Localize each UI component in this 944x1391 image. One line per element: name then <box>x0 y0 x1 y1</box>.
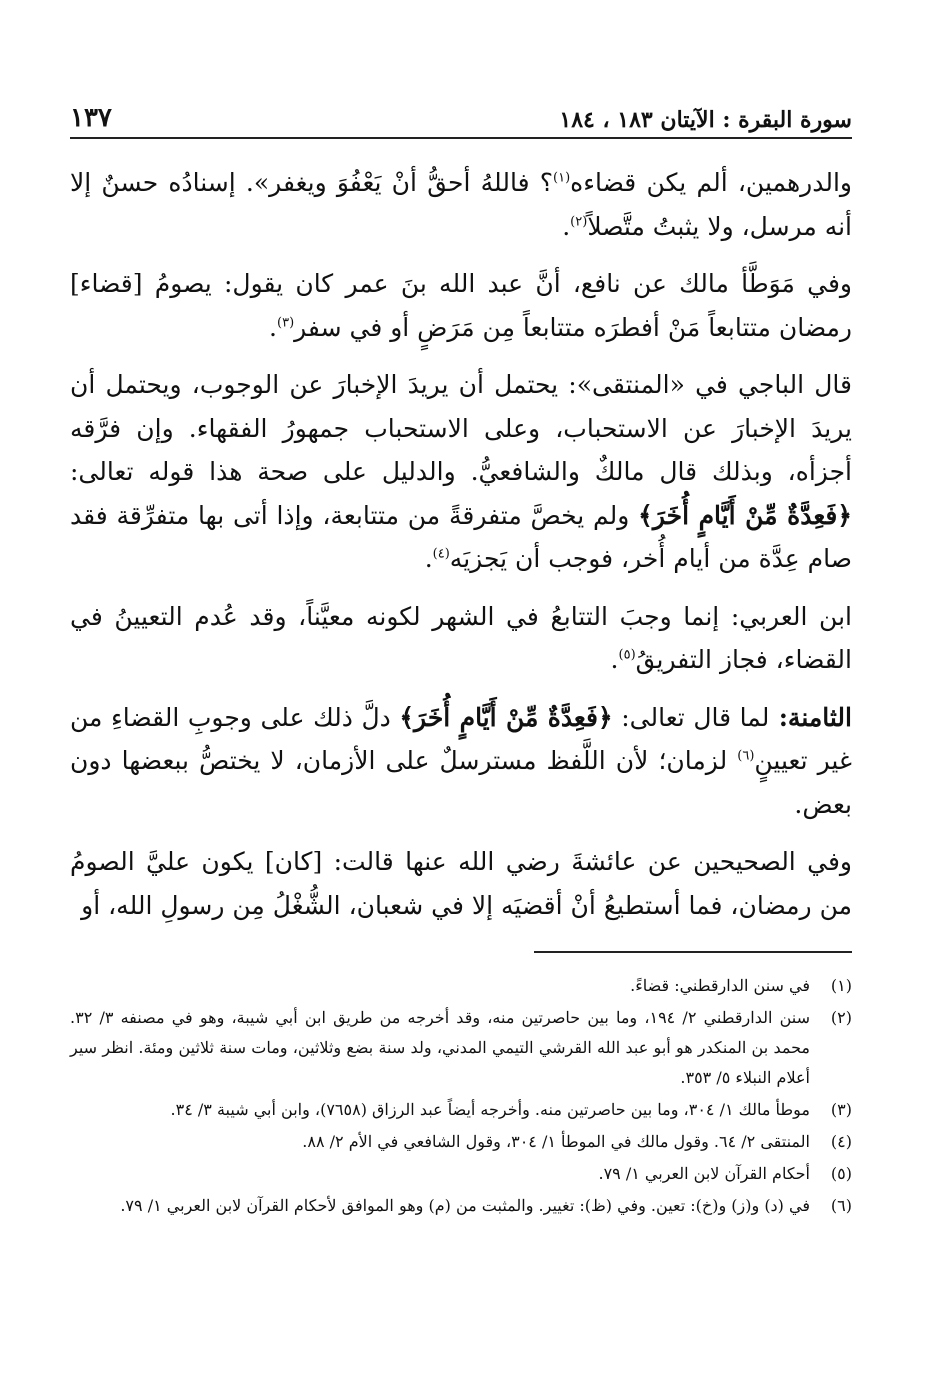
footnote-number: (١) <box>830 976 852 995</box>
text-run: . <box>269 312 277 342</box>
footnote-number: (٤) <box>830 1132 852 1151</box>
footnote-text: موطأ مالك ١/ ٣٠٤، وما بين حاصرتين منه. وأخرجه أيضاً عبد الرزاق (٧٦٥٨)، وابن أبي شيبة ٣/ ٣٤. <box>170 1100 810 1119</box>
footnote-text: المنتقى ٢/ ٦٤. وقول مالك في الموطأ ١/ ٣٠٤، وقول الشافعي في الأم ٢/ ٨٨. <box>302 1132 810 1151</box>
footnote <box>70 1127 852 1157</box>
footnote-ref: (٢) <box>570 214 588 230</box>
paragraph <box>70 595 852 682</box>
main-text <box>70 161 852 927</box>
book-page <box>70 95 852 1223</box>
text-run: وفي مَوَطَّأ مالك عن نافع، أنَّ عبد الله بنَ عمر كان يقول: يصومُ [قضاء] رمضان متتابعاً مَنْ أفطرَه متتابعاً مِن مَرَضٍ أو في سفر <box>70 269 852 342</box>
footnote <box>70 1159 852 1189</box>
paragraph <box>70 840 852 927</box>
page-header <box>70 95 852 139</box>
footnote-text: في سنن الدارقطني: قضاءً. <box>630 976 810 995</box>
text-run: ابن العربي: إنما وجبَ التتابعُ في الشهر لكونه معيَّناً، وقد عُدم التعيينُ في القضاء، فجاز التفريقُ <box>70 601 852 674</box>
footnote <box>70 1191 852 1221</box>
text-run: ولم يخصَّ متفرقةً من متتابعة، وإذا أتى بها متفرِّقة فقد صام عِدَّة من أيام أُخر، فوجب أن يَجزيَه <box>70 500 852 573</box>
text-run: قال الباجي في «المنتقى»: يحتمل أن يريدَ الإخبارَ عن الوجوب، ويحتمل أن يريدَ الإخبارَ عن الاستحباب، وعلى الاستحباب جمهورُ الفقهاء. وإن فرَّقه أجزأه، وبذلك قال مالكٌ والشافعيُّ. والدليل على صحة هذا قوله تعالى: <box>70 370 852 486</box>
footnote-ref: (٦) <box>737 748 755 764</box>
page-number: ١٣٧ <box>70 103 112 133</box>
text-run: وفي الصحيحين عن عائشةَ رضي الله عنها قالت: [كان] يكون عليَّ الصومُ من رمضان، فما أستطيعُ أنْ أقضيَه إلا في شعبان، الشُّغْلُ مِن رسولِ الله، أو <box>70 847 852 920</box>
section-heading: الثامنة: <box>769 702 852 732</box>
footnote-text: سنن الدارقطني ٢/ ١٩٤، وما بين حاصرتين منه، وقد أخرجه من طريق ابن أبي شيبة، وهو في مصنفه ٣/ ٣٢. محمد بن المنكدر هو أبو عبد الله القرشي التيمي المدني، ولد سنة بضع وثلاثين، ومات سنة ثلاثين ومئة. انظر سير أعلام النبلاء ٥/ ٣٥٣. <box>70 1008 810 1087</box>
footnote-text: في (د) و(ز) و(خ): تعين. وفي (ظ): تغيير. والمثبت من (م) وهو الموافق لأحكام القرآن لابن العربي ١/ ٧٩. <box>120 1196 810 1215</box>
footnote <box>70 1003 852 1093</box>
text-run: لما قال تعالى: <box>612 702 770 732</box>
footnote-ref: (٥) <box>618 647 636 663</box>
footnote <box>70 971 852 1001</box>
quran-verse: ﴿فَعِدَّةٌ مِّنْ أَيَّامٍ أُخَرَ﴾ <box>638 500 852 530</box>
text-run: والدرهمين، ألم يكن قضاءه <box>570 168 852 197</box>
footnotes <box>70 971 852 1221</box>
footnote-divider <box>534 951 852 953</box>
paragraph <box>70 363 852 581</box>
footnote-number: (٦) <box>830 1196 852 1215</box>
paragraph <box>70 262 852 349</box>
text-run: . <box>424 544 433 573</box>
footnote <box>70 1095 852 1125</box>
footnote-ref: (١) <box>553 170 571 186</box>
paragraph <box>70 161 852 248</box>
text-run: لزمان؛ لأن اللَّفظ مسترسلٌ على الأزمان، لا يختصُّ ببعضها دون بعض. <box>70 746 852 819</box>
text-run: . <box>562 211 571 241</box>
footnote-ref: (٤) <box>432 546 450 562</box>
footnote-number: (٥) <box>830 1164 852 1183</box>
quran-verse: ﴿فَعِدَّةٌ مِّنْ أَيَّامٍ أُخَرَ﴾ <box>399 702 613 732</box>
text-run: . <box>610 645 619 674</box>
footnote-number: (٢) <box>830 1008 852 1027</box>
text-run: دلَّ ذلك على وجوبِ القضاءِ من غير تعيينٍ <box>70 702 852 775</box>
footnote-text: أحكام القرآن لابن العربي ١/ ٧٩. <box>598 1164 810 1183</box>
paragraph <box>70 696 852 827</box>
text-run: ؟ فاللهُ أحقُّ أنْ يَعْفُوَ ويغفر». إسنادُه حسنٌ إلا أنه مرسل، ولا يثبتُ متَّصلاً <box>70 168 852 241</box>
footnote-ref: (٣) <box>277 315 295 331</box>
running-title: سورة البقرة : الآيتان ١٨٣ ، ١٨٤ <box>559 107 852 133</box>
footnote-number: (٣) <box>830 1100 852 1119</box>
